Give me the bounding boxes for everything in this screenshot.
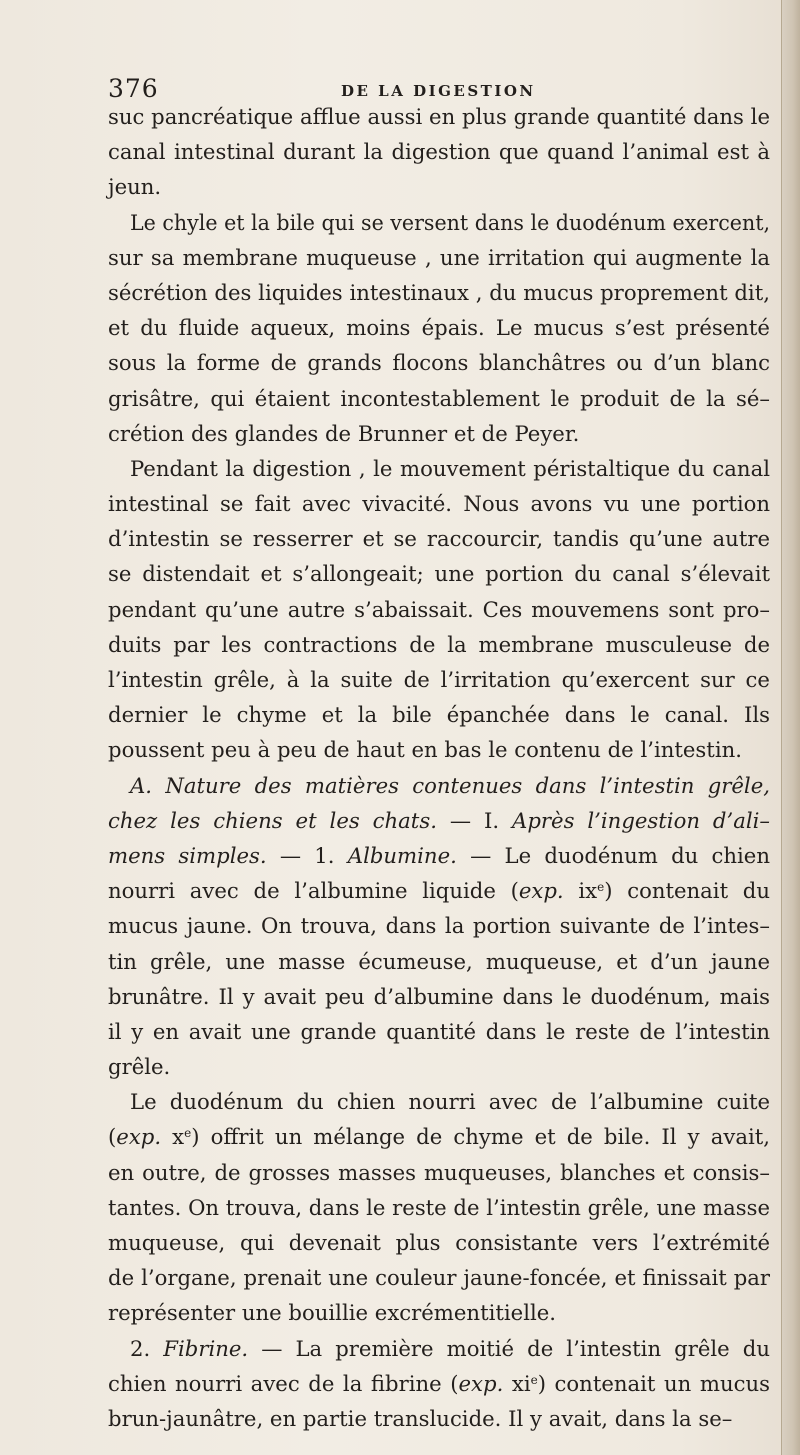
text-line bbox=[108, 662, 770, 697]
text-run: — I. bbox=[436, 807, 513, 833]
text-run: ) offrit un mélange de chyme et de bile. Il y avait, bbox=[191, 1124, 770, 1150]
text-run: et du fluide aqueux, moins épais. Le mucus s’est présenté bbox=[108, 315, 770, 341]
superscript: e bbox=[530, 1372, 538, 1387]
text-line bbox=[108, 381, 770, 416]
text-line bbox=[108, 592, 770, 627]
text-run: ( bbox=[108, 1124, 117, 1150]
text-line bbox=[108, 275, 770, 310]
italic-text: chez les chiens et les chats. bbox=[108, 807, 437, 833]
text-run: grêle. bbox=[108, 1054, 171, 1080]
superscript: e bbox=[184, 1126, 192, 1141]
text-run: Le chyle et la bile qui se versent dans le duodénum exercent, bbox=[130, 209, 771, 235]
text-run: ix bbox=[563, 878, 598, 904]
text-run: crétion des glandes de Brunner et de Peyer. bbox=[108, 420, 580, 446]
text-line bbox=[108, 240, 770, 275]
text-line bbox=[108, 768, 770, 803]
text-line bbox=[108, 627, 770, 662]
italic-text: mens simples. bbox=[108, 842, 267, 868]
text-run: en outre, de grosses masses muqueuses, blanches et consis– bbox=[108, 1159, 771, 1185]
page-number: 376 bbox=[108, 74, 159, 103]
text-run: ) contenait du bbox=[604, 878, 771, 904]
text-run: sous la forme de grands flocons blanchâtres ou d’un blanc bbox=[108, 350, 770, 376]
text-line bbox=[108, 838, 770, 873]
text-line bbox=[108, 697, 770, 732]
text-line bbox=[108, 1225, 770, 1260]
text-run: canal intestinal durant la digestion que quand l’animal est à bbox=[108, 139, 771, 165]
text-run: — La première moitié de l’intestin grêle du bbox=[248, 1335, 770, 1361]
text-run: il y en avait une grande quantité dans le reste de l’intestin bbox=[108, 1018, 771, 1044]
text-line bbox=[108, 1366, 770, 1401]
italic-text: exp. bbox=[458, 1370, 504, 1396]
text-line bbox=[108, 1190, 770, 1225]
italic-text: A. Nature des matières contenues dans l’intestin grêle, bbox=[130, 772, 770, 798]
italic-text: exp. bbox=[116, 1124, 162, 1150]
text-run: — Le duodénum du chien bbox=[456, 842, 770, 868]
text-run: poussent peu à peu de haut en bas le contenu de l’intestin. bbox=[108, 737, 742, 763]
text-run: dernier le chyme et la bile épanchée dans le canal. Ils bbox=[108, 702, 771, 728]
text-run: pendant qu’une autre s’abaissait. Ces mouvemens sont pro– bbox=[108, 596, 771, 622]
text-line bbox=[108, 521, 770, 556]
text-line bbox=[108, 873, 770, 908]
superscript: e bbox=[597, 880, 605, 895]
text-line bbox=[108, 345, 770, 380]
text-run: xi bbox=[503, 1370, 531, 1396]
body-text bbox=[108, 99, 770, 1436]
text-line bbox=[108, 1401, 770, 1436]
text-run: l’intestin grêle, à la suite de l’irritation qu’exercent sur ce bbox=[108, 667, 770, 692]
text-line bbox=[108, 1049, 770, 1084]
text-line bbox=[108, 1295, 770, 1330]
text-line bbox=[108, 1260, 770, 1295]
text-line bbox=[108, 310, 770, 345]
text-run: brunâtre. Il y avait peu d’albumine dans le duodénum, mais bbox=[108, 983, 770, 1009]
text-run: Pendant la digestion , le mouvement péristaltique du canal bbox=[130, 455, 770, 481]
text-run: tantes. On trouva, dans le reste de l’intestin grêle, une masse bbox=[108, 1194, 770, 1220]
text-line bbox=[108, 979, 770, 1014]
text-line bbox=[108, 451, 770, 486]
text-run: suc pancréatique afflue aussi en plus grande quantité dans le bbox=[108, 104, 770, 129]
text-line bbox=[108, 803, 770, 838]
text-run: d’intestin se resserrer et se raccourcir, tandis qu’une autre bbox=[108, 526, 771, 552]
text-line bbox=[108, 1014, 770, 1049]
text-line bbox=[108, 486, 770, 521]
text-run: grisâtre, qui étaient incontestablement le produit de la sé– bbox=[108, 385, 770, 411]
text-run: Le duodénum du chien nourri avec de l’albumine cuite bbox=[130, 1089, 771, 1115]
text-run: x bbox=[161, 1124, 185, 1150]
text-run: jeun. bbox=[108, 174, 162, 200]
italic-text: Albumine. bbox=[347, 842, 457, 868]
text-line bbox=[108, 1155, 770, 1190]
running-title: DE LA DIGESTION bbox=[341, 82, 536, 100]
text-line bbox=[108, 1119, 770, 1154]
text-run: sécrétion des liquides intestinaux , du mucus proprement dit, bbox=[108, 279, 770, 305]
text-line bbox=[108, 99, 770, 134]
text-run: tin grêle, une masse écumeuse, muqueuse, et d’un jaune bbox=[108, 948, 770, 974]
text-run: ) contenait un mucus bbox=[537, 1370, 770, 1396]
italic-text: Fibrine. bbox=[163, 1335, 249, 1361]
text-run: se distendait et s’allongeait; une portion du canal s’élevait bbox=[108, 561, 770, 587]
italic-text: Après l’ingestion d’ali– bbox=[512, 807, 770, 833]
text-run: sur sa membrane muqueuse , une irritation qui augmente la bbox=[108, 244, 770, 270]
text-run: intestinal se fait avec vivacité. Nous avons vu une portion bbox=[108, 491, 771, 517]
text-line bbox=[108, 416, 770, 451]
text-line bbox=[108, 1331, 770, 1366]
text-run: — 1. bbox=[266, 842, 348, 868]
italic-text: exp. bbox=[518, 878, 564, 904]
text-line bbox=[108, 1084, 770, 1119]
text-run: duits par les contractions de la membrane musculeuse de bbox=[108, 631, 771, 657]
text-line bbox=[108, 556, 770, 591]
text-run: chien nourri avec de la fibrine ( bbox=[108, 1370, 459, 1396]
text-line bbox=[108, 732, 770, 767]
text-line bbox=[108, 908, 770, 943]
text-run: nourri avec de l’albumine liquide ( bbox=[108, 878, 519, 904]
text-line bbox=[108, 134, 770, 169]
text-run: mucus jaune. On trouva, dans la portion suivante de l’intes– bbox=[108, 913, 770, 939]
text-line bbox=[108, 205, 770, 240]
text-run: muqueuse, qui devenait plus consistante vers l’extrémité bbox=[108, 1230, 771, 1255]
text-run: représenter une bouillie excrémentitielle. bbox=[108, 1300, 557, 1326]
text-line bbox=[108, 169, 770, 204]
text-run: de l’organe, prenait une couleur jaune-foncée, et finissait par bbox=[108, 1265, 771, 1291]
text-run: 2. bbox=[130, 1335, 164, 1361]
text-line bbox=[108, 944, 770, 979]
text-run: brun-jaunâtre, en partie translucide. Il y avait, dans la se– bbox=[108, 1405, 733, 1431]
